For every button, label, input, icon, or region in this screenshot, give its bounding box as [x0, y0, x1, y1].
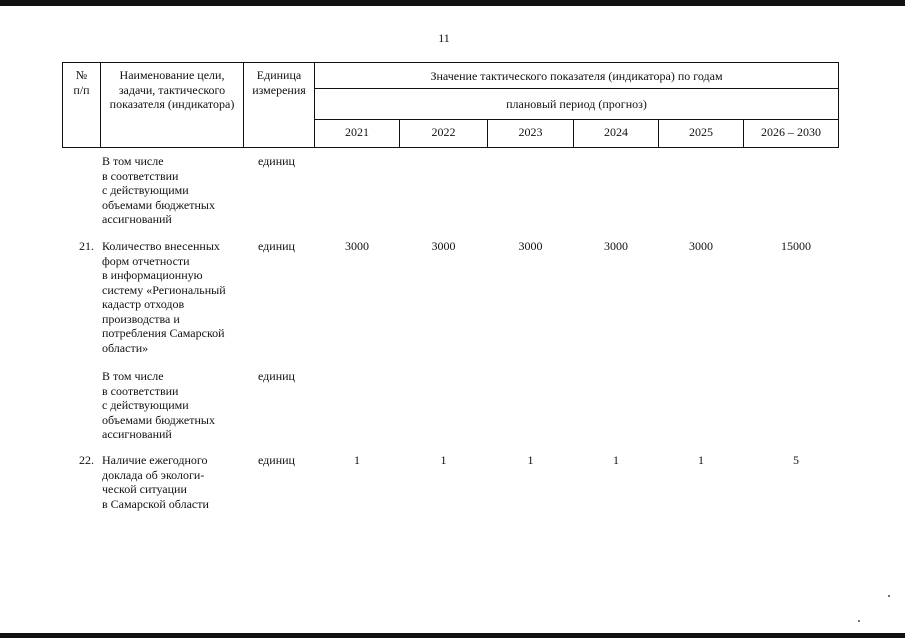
value-2023: 3000: [518, 239, 543, 253]
table-header: [62, 62, 839, 148]
row-name: Наличие ежегодного доклада об экологи- ческой ситуации в Самарской области: [102, 453, 209, 511]
header-year-2026-2030: 2026 – 2030: [761, 125, 821, 139]
value-2025: 1: [698, 453, 704, 467]
value-2021: 3000: [345, 239, 369, 253]
header-value-group: Значение тактического показателя (индикатора) по годам: [430, 69, 723, 83]
row-name: В том числе в соответствии с действующими объемами бюджетных ассигнований: [102, 369, 215, 441]
header-year-2024: 2024: [604, 125, 628, 139]
scan-speck: [858, 620, 860, 622]
row-name: В том числе в соответствии с действующими объемами бюджетных ассигнований: [102, 154, 215, 226]
header-year-2022: 2022: [431, 125, 456, 139]
value-2021: 1: [354, 453, 360, 467]
row-number: 22.: [79, 453, 94, 467]
value-2026-2030: 15000: [781, 239, 811, 253]
row-unit: единиц: [258, 453, 295, 467]
row-unit: единиц: [258, 154, 295, 168]
row-unit: единиц: [258, 369, 295, 383]
value-2024: 1: [613, 453, 619, 467]
value-2024: 3000: [604, 239, 628, 253]
row-name: Количество внесенных форм отчетности в информационную систему «Региональный кадастр отходов производства и потребления Самарской области»: [102, 239, 226, 355]
value-2026-2030: 5: [793, 453, 799, 467]
header-year-2023: 2023: [518, 125, 543, 139]
header-period: плановый период (прогноз): [506, 97, 647, 111]
value-2022: 3000: [431, 239, 456, 253]
value-2023: 1: [527, 453, 534, 467]
header-year-2025: 2025: [689, 125, 713, 139]
top-border: [0, 0, 905, 6]
page-number: 11: [438, 31, 450, 45]
bottom-border: [0, 633, 905, 638]
header-year-2021: 2021: [345, 125, 369, 139]
header-unit: Единица измерения: [252, 68, 306, 97]
row-unit: единиц: [258, 239, 295, 253]
scan-speck: [888, 595, 890, 597]
row-number: 21.: [79, 239, 94, 253]
value-2022: 1: [440, 453, 447, 467]
header-name: Наименование цели, задачи, тактического показателя (индикатора): [109, 68, 235, 111]
header-number: № п/п: [73, 68, 90, 97]
value-2025: 3000: [689, 239, 713, 253]
